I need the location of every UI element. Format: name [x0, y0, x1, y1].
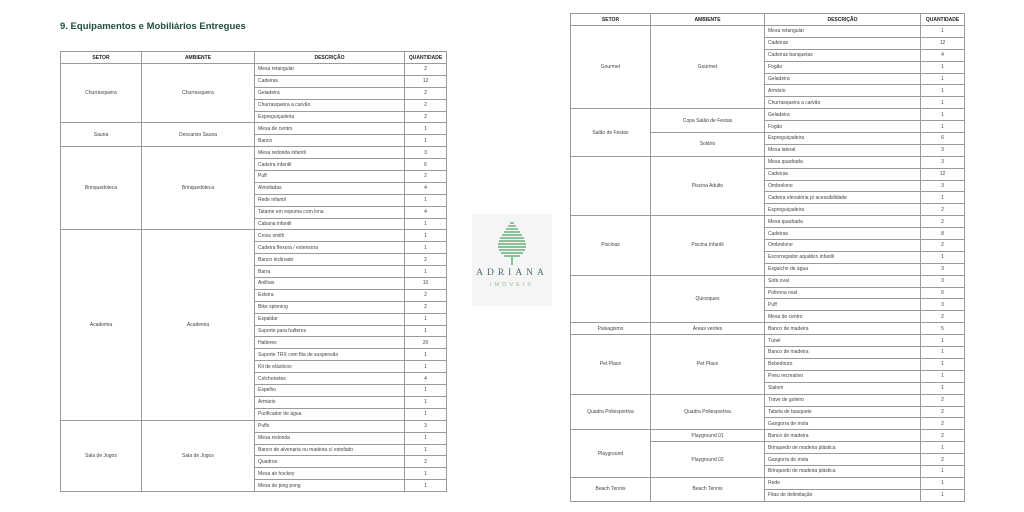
- descricao-cell: Fogão: [765, 121, 921, 133]
- setor-cell: [571, 275, 651, 323]
- quantidade-cell: 2: [405, 99, 447, 111]
- quantidade-cell: 1: [921, 335, 965, 347]
- descricao-cell: Geladeira: [255, 87, 405, 99]
- descricao-cell: Almofadas: [255, 182, 405, 194]
- quantidade-cell: 2: [921, 204, 965, 216]
- quantidade-cell: 1: [405, 408, 447, 420]
- setor-cell: Brinquedoteca: [61, 147, 142, 230]
- equipment-table-right: [570, 13, 965, 502]
- header-quantidade: QUANTIDADE: [405, 52, 447, 64]
- table-row: [571, 323, 965, 335]
- descricao-cell: Puff: [765, 299, 921, 311]
- table-row: [61, 123, 447, 135]
- quantidade-cell: 2: [405, 254, 447, 266]
- table-row: [571, 275, 965, 287]
- ambiente-cell: Piscina Adulto: [651, 156, 765, 215]
- header-ambiente: AMBIENTE: [142, 52, 255, 64]
- descricao-cell: Rede: [765, 477, 921, 489]
- descricao-cell: Cadeira infantil: [255, 159, 405, 171]
- quantidade-cell: 1: [405, 396, 447, 408]
- descricao-cell: Brinquedo de madeira plástica: [765, 465, 921, 477]
- quantidade-cell: 1: [405, 123, 447, 135]
- descricao-cell: Cadeira elevatória p/ acessibilidade: [765, 192, 921, 204]
- descricao-cell: Purificador de água: [255, 408, 405, 420]
- descricao-cell: Mesa redonda: [255, 432, 405, 444]
- quantidade-cell: 5: [921, 323, 965, 335]
- descricao-cell: Colchonetes: [255, 373, 405, 385]
- quantidade-cell: 2: [405, 111, 447, 123]
- ambiente-cell: Copa Salão de Festas: [651, 109, 765, 133]
- descricao-cell: Trave de goleiro: [765, 394, 921, 406]
- descricao-cell: Brinquedo de madeira plástica: [765, 442, 921, 454]
- quantidade-cell: 2: [405, 456, 447, 468]
- ambiente-cell: Quiosques: [651, 275, 765, 323]
- setor-cell: Paisagismo: [571, 323, 651, 335]
- quantidade-cell: 3: [921, 299, 965, 311]
- ambiente-cell: Playground 01: [651, 430, 765, 442]
- descricao-cell: Puff: [255, 171, 405, 183]
- quantidade-cell: 6: [921, 133, 965, 145]
- logo-name: ADRIANA: [476, 268, 548, 278]
- quantidade-cell: 1: [921, 85, 965, 97]
- quantidade-cell: 1: [921, 489, 965, 501]
- quantidade-cell: 1: [921, 109, 965, 121]
- header-quantidade: QUANTIDADE: [921, 14, 965, 26]
- header-setor: SETOR: [61, 52, 142, 64]
- quantidade-cell: 2: [405, 64, 447, 76]
- descricao-cell: Espreguiçadeira: [255, 111, 405, 123]
- descricao-cell: Banco inclinado: [255, 254, 405, 266]
- descricao-cell: Banco de madeira: [765, 347, 921, 359]
- quantidade-cell: 1: [921, 477, 965, 489]
- quantidade-cell: 1: [405, 444, 447, 456]
- ambiente-cell: Gourmet: [651, 26, 765, 109]
- ambiente-cell: Piscina Infantil: [651, 216, 765, 275]
- setor-cell: Academia: [61, 230, 142, 420]
- setor-cell: Sauna: [61, 123, 142, 147]
- quantidade-cell: 1: [405, 361, 447, 373]
- quantidade-cell: 2: [921, 430, 965, 442]
- descricao-cell: Cross smith: [255, 230, 405, 242]
- setor-cell: Sala de Jogos: [61, 420, 142, 491]
- quantidade-cell: 1: [405, 349, 447, 361]
- table-body: [61, 64, 447, 492]
- descricao-cell: Mesa quadrada: [765, 216, 921, 228]
- leaf-icon: [495, 220, 529, 266]
- equipment-table-left: [60, 51, 447, 492]
- quantidade-cell: 6: [921, 287, 965, 299]
- company-logo: [472, 214, 552, 306]
- quantidade-cell: 4: [405, 373, 447, 385]
- quantidade-cell: 1: [405, 480, 447, 492]
- quantidade-cell: 1: [921, 442, 965, 454]
- quantidade-cell: 2: [921, 311, 965, 323]
- quantidade-cell: 1: [921, 370, 965, 382]
- quantidade-cell: 3: [921, 275, 965, 287]
- table-row: [571, 216, 965, 228]
- setor-cell: Salão de Festas: [571, 109, 651, 157]
- descricao-cell: Churrasqueira a carvão: [765, 97, 921, 109]
- descricao-cell: Cadeiras banquetas: [765, 49, 921, 61]
- quantidade-cell: 3: [921, 263, 965, 275]
- quantidade-cell: 1: [921, 465, 965, 477]
- descricao-cell: Suporte para halteres: [255, 325, 405, 337]
- descricao-cell: Sofá oval: [765, 275, 921, 287]
- ambiente-cell: Sala de Jogos: [142, 420, 255, 491]
- table-row: [571, 430, 965, 442]
- descricao-cell: Anilhas: [255, 278, 405, 290]
- quantidade-cell: 2: [921, 240, 965, 252]
- descricao-cell: Cadeiras: [255, 75, 405, 87]
- quantidade-cell: 1: [405, 135, 447, 147]
- quantidade-cell: 1: [405, 432, 447, 444]
- descricao-cell: Slalom: [765, 382, 921, 394]
- table-row: [61, 64, 447, 76]
- table-row: [61, 230, 447, 242]
- ambiente-cell: Beach Tennis: [651, 477, 765, 501]
- descricao-cell: Armário: [255, 396, 405, 408]
- descricao-cell: Cadeira flexora / extensora: [255, 242, 405, 254]
- quantidade-cell: 2: [921, 418, 965, 430]
- quantidade-cell: 3: [921, 156, 965, 168]
- quantidade-cell: 1: [405, 313, 447, 325]
- setor-cell: Piscinas: [571, 216, 651, 275]
- setor-cell: Playground: [571, 430, 651, 478]
- setor-cell: Beach Tennis: [571, 477, 651, 501]
- quantidade-cell: 12: [921, 37, 965, 49]
- quantidade-cell: 2: [405, 301, 447, 313]
- descricao-cell: Espelho: [255, 385, 405, 397]
- quantidade-cell: 1: [405, 194, 447, 206]
- descricao-cell: Mesa retangular: [255, 64, 405, 76]
- quantidade-cell: 4: [405, 182, 447, 194]
- quantidade-cell: 1: [921, 61, 965, 73]
- table-body: [571, 26, 965, 502]
- ambiente-cell: Pet Place: [651, 335, 765, 394]
- descricao-cell: Esguicho de água: [765, 263, 921, 275]
- ambiente-cell: Áreas verdes: [651, 323, 765, 335]
- quantidade-cell: 1: [405, 266, 447, 278]
- quantidade-cell: 3: [921, 180, 965, 192]
- descricao-cell: Gangorra de mola: [765, 418, 921, 430]
- header-descricao: DESCRIÇÃO: [765, 14, 921, 26]
- quantidade-cell: 1: [921, 347, 965, 359]
- quantidade-cell: 1: [921, 192, 965, 204]
- descricao-cell: Rede infantil: [255, 194, 405, 206]
- descricao-cell: Suporte TRX com fita de suspensão: [255, 349, 405, 361]
- header-row: [571, 14, 965, 26]
- quantidade-cell: 8: [921, 228, 965, 240]
- descricao-cell: Mesa air hockey: [255, 468, 405, 480]
- descricao-cell: Cadeiras: [765, 37, 921, 49]
- descricao-cell: Barra: [255, 266, 405, 278]
- quantidade-cell: 3: [405, 420, 447, 432]
- descricao-cell: Fitas de delimitação: [765, 489, 921, 501]
- descricao-cell: Armário: [765, 85, 921, 97]
- quantidade-cell: 2: [405, 87, 447, 99]
- descricao-cell: Esteira: [255, 289, 405, 301]
- descricao-cell: Halteres: [255, 337, 405, 349]
- setor-cell: Quadra Poliesportiva: [571, 394, 651, 430]
- quantidade-cell: 2: [405, 171, 447, 183]
- table-row: [571, 394, 965, 406]
- quantidade-cell: 4: [405, 206, 447, 218]
- ambiente-cell: Solário: [651, 133, 765, 157]
- descricao-cell: Banco de alvenaria ou madeira c/ estofado: [255, 444, 405, 456]
- setor-cell: Churrasqueira: [61, 64, 142, 123]
- quantidade-cell: 1: [405, 242, 447, 254]
- descricao-cell: Fogão: [765, 61, 921, 73]
- descricao-cell: Banco de madeira: [765, 323, 921, 335]
- quantidade-cell: 2: [921, 454, 965, 466]
- quantidade-cell: 2: [921, 406, 965, 418]
- descricao-cell: Mesa quadrada: [765, 156, 921, 168]
- quantidade-cell: 12: [405, 75, 447, 87]
- table-row: [571, 109, 965, 121]
- quantidade-cell: 6: [405, 159, 447, 171]
- descricao-cell: Geladeira: [765, 73, 921, 85]
- descricao-cell: Túnel: [765, 335, 921, 347]
- descricao-cell: Mesa lateral: [765, 144, 921, 156]
- quantidade-cell: 3: [921, 144, 965, 156]
- descricao-cell: Poltrona oval: [765, 287, 921, 299]
- header-row: [61, 52, 447, 64]
- descricao-cell: Espaldar: [255, 313, 405, 325]
- quantidade-cell: 2: [921, 216, 965, 228]
- descricao-cell: Ombrelone: [765, 180, 921, 192]
- descricao-cell: Espreguiçadeira: [765, 204, 921, 216]
- quantidade-cell: 20: [405, 337, 447, 349]
- quantidade-cell: 1: [921, 251, 965, 263]
- table-row: [571, 477, 965, 489]
- header-descricao: DESCRIÇÃO: [255, 52, 405, 64]
- descricao-cell: Puffs: [255, 420, 405, 432]
- descricao-cell: Kit de elásticos: [255, 361, 405, 373]
- descricao-cell: Geladeira: [765, 109, 921, 121]
- descricao-cell: Mesa de centro: [765, 311, 921, 323]
- quantidade-cell: 1: [921, 73, 965, 85]
- quantidade-cell: 10: [405, 278, 447, 290]
- quantidade-cell: 4: [921, 49, 965, 61]
- descricao-cell: Mesa de centro: [255, 123, 405, 135]
- descricao-cell: Quadros: [255, 456, 405, 468]
- descricao-cell: Tatame em espuma com lona: [255, 206, 405, 218]
- header-ambiente: AMBIENTE: [651, 14, 765, 26]
- quantidade-cell: 1: [405, 385, 447, 397]
- quantidade-cell: 1: [405, 230, 447, 242]
- quantidade-cell: 1: [921, 97, 965, 109]
- ambiente-cell: Churrasqueira: [142, 64, 255, 123]
- descricao-cell: Pneu recreativo: [765, 370, 921, 382]
- quantidade-cell: 12: [921, 168, 965, 180]
- descricao-cell: Mesa redonda infantil: [255, 147, 405, 159]
- ambiente-cell: Quadra Poliesportiva: [651, 394, 765, 430]
- table-row: [571, 156, 965, 168]
- quantidade-cell: 1: [921, 121, 965, 133]
- descricao-cell: Bike spinning: [255, 301, 405, 313]
- quantidade-cell: 1: [921, 382, 965, 394]
- quantidade-cell: 2: [921, 394, 965, 406]
- quantidade-cell: 1: [921, 358, 965, 370]
- descricao-cell: Banco: [255, 135, 405, 147]
- setor-cell: Gourmet: [571, 26, 651, 109]
- descricao-cell: Churrasqueira a carvão: [255, 99, 405, 111]
- table-row: [571, 335, 965, 347]
- descricao-cell: Escorregador aquático infantil: [765, 251, 921, 263]
- ambiente-cell: Descanso Sauna: [142, 123, 255, 147]
- quantidade-cell: 1: [405, 218, 447, 230]
- descricao-cell: Mesa de ping pong: [255, 480, 405, 492]
- descricao-cell: Ombrelone: [765, 240, 921, 252]
- ambiente-cell: Academia: [142, 230, 255, 420]
- quantidade-cell: 1: [405, 468, 447, 480]
- descricao-cell: Cabana infantil: [255, 218, 405, 230]
- descricao-cell: Cadeiras: [765, 168, 921, 180]
- setor-cell: Pet Place: [571, 335, 651, 394]
- ambiente-cell: Playground 02: [651, 442, 765, 478]
- descricao-cell: Mesa retangular: [765, 26, 921, 38]
- descricao-cell: Gangorra de mola: [765, 454, 921, 466]
- header-setor: SETOR: [571, 14, 651, 26]
- descricao-cell: Espreguiçadeira: [765, 133, 921, 145]
- table-row: [61, 147, 447, 159]
- quantidade-cell: 2: [405, 289, 447, 301]
- descricao-cell: Tabela de basquete: [765, 406, 921, 418]
- ambiente-cell: Brinquedoteca: [142, 147, 255, 230]
- quantidade-cell: 1: [921, 26, 965, 38]
- page-title: 9. Equipamentos e Mobiliários Entregues: [60, 21, 246, 32]
- descricao-cell: Bebedouro: [765, 358, 921, 370]
- descricao-cell: Banco de madeira: [765, 430, 921, 442]
- quantidade-cell: 1: [405, 325, 447, 337]
- setor-cell: [571, 156, 651, 215]
- table-row: [571, 26, 965, 38]
- logo-subtitle: IMOVEIS: [490, 282, 534, 288]
- quantidade-cell: 3: [405, 147, 447, 159]
- table-row: [61, 420, 447, 432]
- descricao-cell: Cadeiras: [765, 228, 921, 240]
